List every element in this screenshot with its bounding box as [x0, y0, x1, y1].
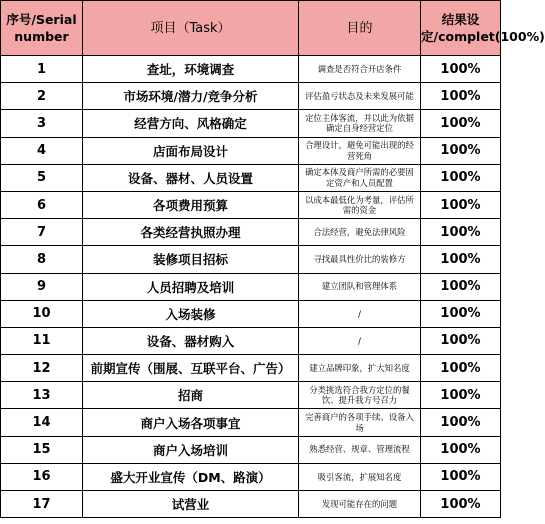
table-row: [1, 436, 501, 463]
table-row: [1, 355, 501, 382]
table-row: [1, 273, 501, 300]
row-serial-number: 17: [1, 491, 83, 518]
row-task: 各项费用预算: [83, 191, 299, 218]
row-result: 100%: [421, 491, 501, 518]
header-row: [1, 1, 501, 56]
row-task: 招商: [83, 382, 299, 409]
row-task: 商户入场各项事宜: [83, 409, 299, 436]
row-task: 设备、器材购入: [83, 327, 299, 354]
row-serial-number: 15: [1, 436, 83, 463]
row-result: 100%: [421, 273, 501, 300]
row-purpose: /: [299, 327, 421, 354]
row-serial-number: 7: [1, 219, 83, 246]
row-serial-number: 5: [1, 164, 83, 191]
table-row: [1, 83, 501, 110]
row-serial-number: 16: [1, 463, 83, 490]
row-result: 100%: [421, 463, 501, 490]
row-result: 100%: [421, 164, 501, 191]
table-row: [1, 219, 501, 246]
table-row: [1, 191, 501, 218]
row-serial-number: 10: [1, 300, 83, 327]
row-purpose: 合法经营，避免法律风险: [299, 219, 421, 246]
table-row: [1, 110, 501, 137]
table-body: [1, 56, 501, 518]
row-result: 100%: [421, 56, 501, 83]
row-purpose: 发现可能存在的问题: [299, 491, 421, 518]
row-purpose: 吸引客流，扩展知名度: [299, 463, 421, 490]
row-purpose: 建立品牌印象，扩大知名度: [299, 355, 421, 382]
row-purpose: 调查是否符合开店条件: [299, 56, 421, 83]
row-purpose: /: [299, 300, 421, 327]
header-result: 结果设定/complet(100%): [421, 1, 501, 56]
row-purpose: 以成本最低化为考量，评估所需的资金: [299, 191, 421, 218]
row-result: 100%: [421, 246, 501, 273]
row-purpose: 确定本体及商户所需的必要固定资产和人员配置: [299, 164, 421, 191]
row-result: 100%: [421, 409, 501, 436]
row-serial-number: 9: [1, 273, 83, 300]
row-serial-number: 1: [1, 56, 83, 83]
row-result: 100%: [421, 382, 501, 409]
row-result: 100%: [421, 110, 501, 137]
table-row: [1, 246, 501, 273]
row-serial-number: 12: [1, 355, 83, 382]
row-serial-number: 3: [1, 110, 83, 137]
row-serial-number: 8: [1, 246, 83, 273]
row-purpose: 熟悉经营、规章、管理流程: [299, 436, 421, 463]
header-task: 项目（Task）: [83, 1, 299, 56]
table-row: [1, 56, 501, 83]
row-task: 设备、器材、人员设置: [83, 164, 299, 191]
row-purpose: 完善商户的各项手续、设备入场: [299, 409, 421, 436]
table-row: [1, 137, 501, 164]
row-purpose: 寻找最具性价比的装修方: [299, 246, 421, 273]
row-result: 100%: [421, 327, 501, 354]
row-serial-number: 2: [1, 83, 83, 110]
row-purpose: 定位主体客流，并以此为依据确定自身经营定位: [299, 110, 421, 137]
header-serial-number: 序号/Serial number: [1, 1, 83, 56]
row-task: 各类经营执照办理: [83, 219, 299, 246]
table-header: [1, 1, 545, 56]
row-purpose: 评估盈亏状态及未来发展可能: [299, 83, 421, 110]
table-row: [1, 409, 501, 436]
row-result: 100%: [421, 355, 501, 382]
row-task: 商户入场培训: [83, 436, 299, 463]
table-row: [1, 463, 501, 490]
row-serial-number: 13: [1, 382, 83, 409]
row-task: 装修项目招标: [83, 246, 299, 273]
row-task: 入场装修: [83, 300, 299, 327]
row-purpose: 建立团队和管理体系: [299, 273, 421, 300]
row-result: 100%: [421, 191, 501, 218]
row-task: 盛大开业宣传（DM、路演）: [83, 463, 299, 490]
row-task: 人员招聘及培训: [83, 273, 299, 300]
row-result: 100%: [421, 137, 501, 164]
row-serial-number: 6: [1, 191, 83, 218]
row-serial-number: 11: [1, 327, 83, 354]
row-task: 前期宣传（围展、互联平台、广告）: [83, 355, 299, 382]
table-row: [1, 327, 501, 354]
table-row: [1, 300, 501, 327]
row-task: 试营业: [83, 491, 299, 518]
row-serial-number: 4: [1, 137, 83, 164]
row-task: 查址，环境调查: [83, 56, 299, 83]
table-row: [1, 164, 501, 191]
row-purpose: 合理设计，避免可能出现的经营死角: [299, 137, 421, 164]
row-result: 100%: [421, 436, 501, 463]
row-task: 市场环境/潜力/竞争分析: [83, 83, 299, 110]
row-task: 经营方向、风格确定: [83, 110, 299, 137]
row-task: 店面布局设计: [83, 137, 299, 164]
row-result: 100%: [421, 83, 501, 110]
row-result: 100%: [421, 219, 501, 246]
row-serial-number: 14: [1, 409, 83, 436]
table-row: [1, 491, 501, 518]
header-purpose: 目的: [299, 1, 421, 56]
row-result: 100%: [421, 300, 501, 327]
row-purpose: 分类挑选符合我方定位的餐饮、提升我方号召力: [299, 382, 421, 409]
table-row: [1, 382, 501, 409]
